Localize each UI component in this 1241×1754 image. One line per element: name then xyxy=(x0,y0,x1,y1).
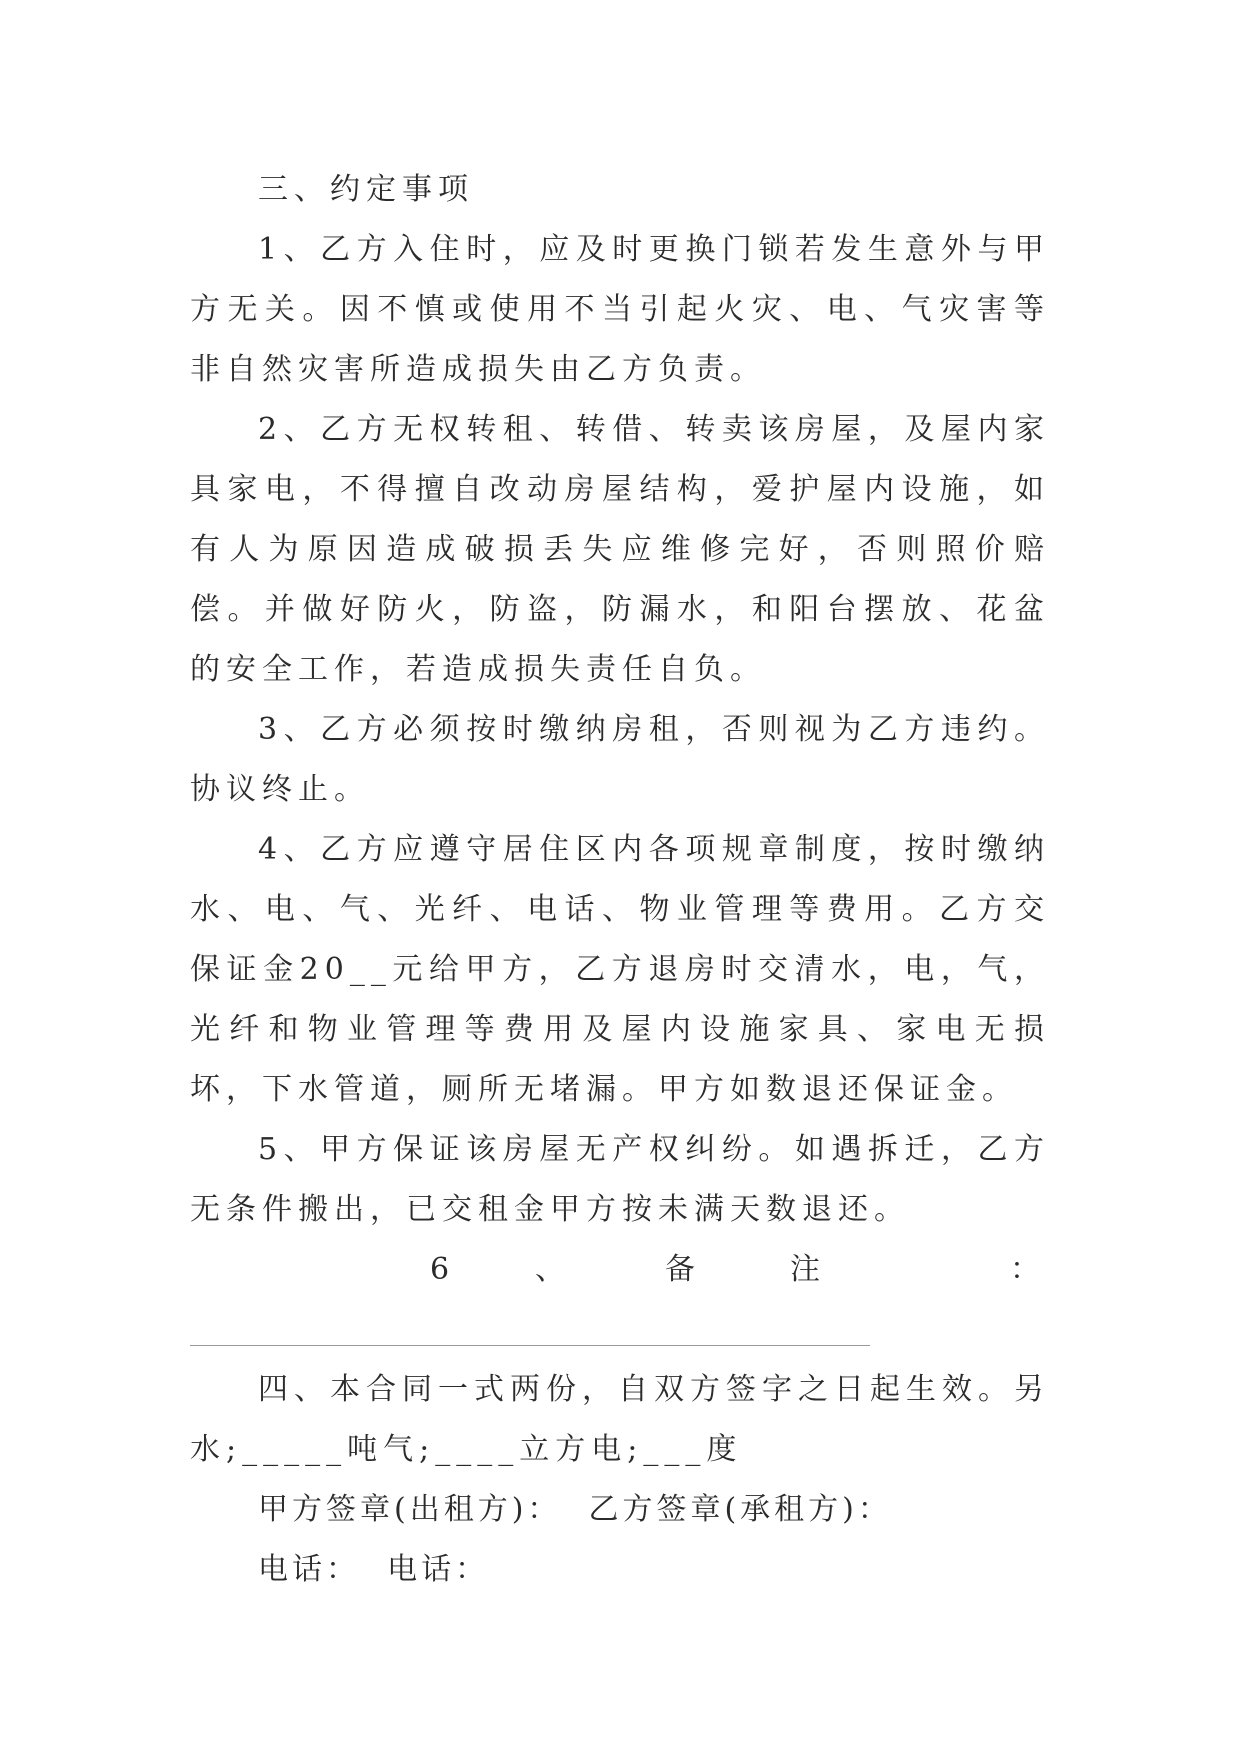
remark-char-2: 注 xyxy=(790,1252,820,1287)
clause-4: 4、乙方应遵守居住区内各项规章制度，按时缴纳水、电、气、光纤、电话、物业管理等费用。乙方交保证金20__元给甲方，乙方退房时交清水，电，气，光纤和物业管理等费用及屋内设施家具、家电无损坏，下水管道，厕所无堵漏。甲方如数退还保证金。 xyxy=(190,832,1050,1107)
section-four: 四、本合同一式两份，自双方签字之日起生效。另水;_____吨气;____立方电;___度 xyxy=(190,1372,1050,1467)
signature-line: 甲方签章(出租方)： 乙方签章(承租方)： xyxy=(258,1492,892,1527)
clause-2: 2、乙方无权转租、转借、转卖该房屋，及屋内家具家电，不得擅自改动房屋结构，爱护屋内设施，如有人为原因造成破损丢失应维修完好，否则照价赔偿。并做好防火，防盗，防漏水，和阳台摆放、花盆的安全工作，若造成损失责任自负。 xyxy=(190,412,1050,687)
remark-blank-line xyxy=(190,1300,1050,1360)
clause-1: 1、乙方入住时，应及时更换门锁若发生意外与甲方无关。因不慎或使用不当引起火灾、电、气灾害等非自然灾害所造成损失由乙方负责。 xyxy=(190,232,1050,387)
section-title: 三、约定事项 xyxy=(258,172,474,207)
underline xyxy=(190,1345,870,1346)
remark-colon: ： xyxy=(1010,1252,1040,1287)
clause-3: 3、乙方必须按时缴纳房租，否则视为乙方违约。协议终止。 xyxy=(190,712,1050,807)
remark-number: 6 xyxy=(430,1252,450,1287)
phone-line: 电话： 电话： xyxy=(258,1552,490,1587)
remark-separator: 、 xyxy=(535,1252,565,1287)
clause-5: 5、甲方保证该房屋无产权纠纷。如遇拆迁，乙方无条件搬出，已交租金甲方按未满天数退还。 xyxy=(190,1132,1050,1227)
remark-char-1: 备 xyxy=(665,1252,695,1287)
document-page xyxy=(190,160,1050,1600)
remark-row xyxy=(190,1240,1050,1300)
